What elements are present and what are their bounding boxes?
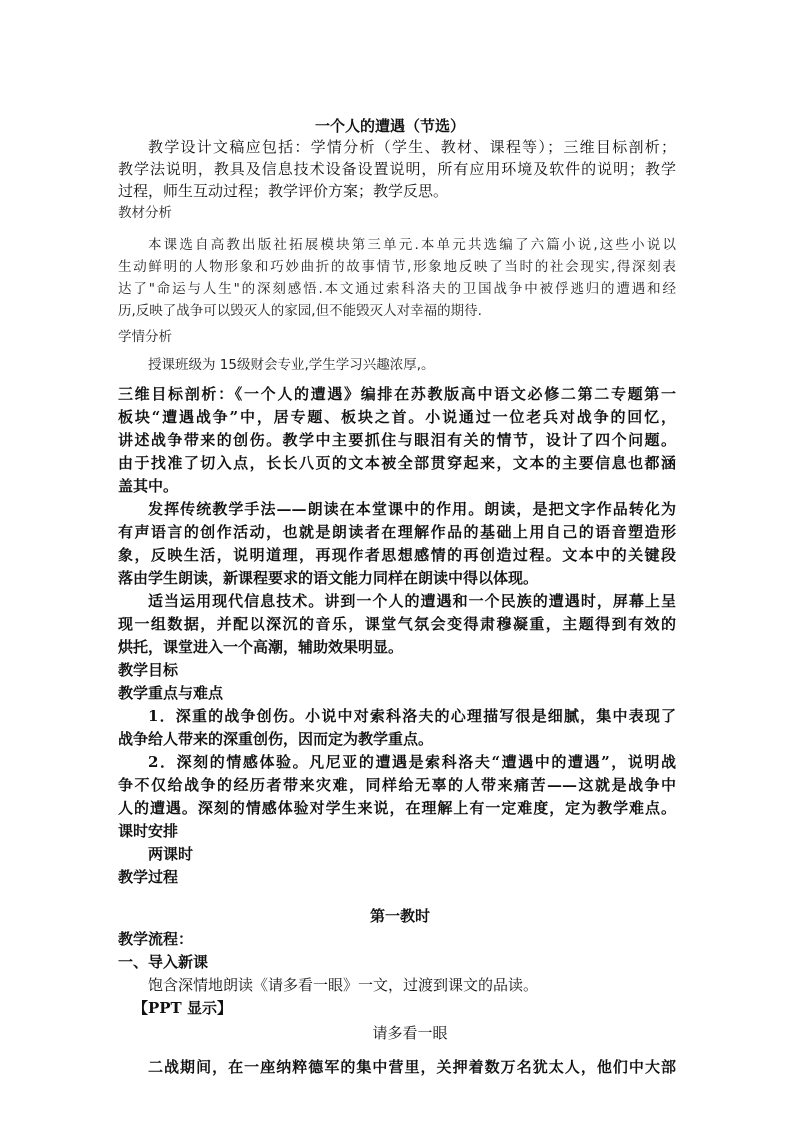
analysis-line-4: 由于找准了切入点，长长八页的文本被全部贯穿起来，文本的主要信息也都涵 bbox=[118, 454, 676, 472]
reading-line-3: 象，反映生活，说明道理，再现作者思想感情的再创造过程。文本中的关键段 bbox=[118, 546, 676, 564]
heading-keypoints: 教学重点与难点 bbox=[118, 684, 224, 702]
point2-line-3: 人的遭遇。深刻的情感体验对学生来说，在理解上有一定难度，定为教学难点。 bbox=[118, 799, 676, 817]
tech-line-1: 适当运用现代信息技术。讲到一个人的遭遇和一个民族的遭遇时，屏幕上呈 bbox=[148, 592, 676, 610]
point1-line-2: 战争给人带来的深重创伤，因而定为教学重点。 bbox=[118, 730, 434, 748]
reading-line-2: 有声语言的创作活动，也就是朗读者在理解作品的基础上用自己的语音塑造形 bbox=[118, 523, 676, 541]
heading-students: 学情分析 bbox=[118, 329, 172, 345]
materials-line-1: 本课选自高教出版社拓展模块第三单元.本单元共选编了六篇小说,这些小说以 bbox=[148, 237, 676, 253]
materials-line-4: 历,反映了战争可以毁灭人的家园,但不能毁灭人对幸福的期待. bbox=[118, 303, 482, 319]
analysis-line-5: 盖其中。 bbox=[118, 477, 179, 495]
document-title: 一个人的遭遇（节选） bbox=[314, 117, 465, 135]
intro-line-3: 过程，师生互动过程；教学评价方案；教学反思。 bbox=[118, 182, 449, 200]
flow-label: 教学流程： bbox=[118, 930, 194, 948]
materials-line-3: 达了"命运与人生"的深刻感悟.本文通过索科洛夫的卫国战争中被俘逃归的遭遇和经 bbox=[118, 281, 676, 297]
poem-first-line: 二战期间，在一座纳粹德军的集中营里，关押着数万名犹太人，他们中大部 bbox=[148, 1058, 676, 1076]
reading-line-1: 发挥传统教学手法——朗读在本堂课中的作用。朗读，是把文字作品转化为 bbox=[148, 500, 676, 518]
point1-line-1: 1．深重的战争创伤。小说中对索科洛夫的心理描写很是细腻，集中表现了 bbox=[148, 707, 676, 725]
heading-schedule: 课时安排 bbox=[118, 822, 179, 840]
tech-line-2: 现一组数据，并配以深沉的音乐，课堂气氛会变得肃穆凝重，主题得到有效的 bbox=[118, 615, 676, 633]
lesson1-title: 第一教时 bbox=[369, 907, 430, 925]
reading-line-4: 落由学生朗读，新课程要求的语文能力同样在朗读中得以体现。 bbox=[118, 569, 539, 587]
intro-line-2: 教学法说明，教具及信息技术设备设置说明，所有应用环境及软件的说明；教学 bbox=[118, 160, 676, 178]
heading-materials: 教材分析 bbox=[118, 205, 172, 221]
analysis-line-2: 板块“遭遇战争”中，居专题、板块之首。小说通过一位老兵对战争的回忆， bbox=[118, 408, 676, 426]
point2-line-2: 争不仅给战争的经历者带来灾难，同样给无辜的人带来痛苦——这就是战争中 bbox=[118, 776, 676, 794]
materials-line-2: 生动鲜明的人物形象和巧妙曲折的故事情节,形象地反映了当时的社会现实,得深刻表 bbox=[118, 259, 676, 275]
intro-line-1: 教学设计文稿应包括：学情分析（学生、教材、课程等）；三维目标剖析； bbox=[148, 138, 676, 156]
schedule-text: 两课时 bbox=[148, 845, 194, 863]
heading-process: 教学过程 bbox=[118, 868, 179, 886]
heading-goals: 教学目标 bbox=[118, 661, 179, 679]
step1-heading: 一、导入新课 bbox=[118, 953, 209, 971]
step1-text: 饱含深情地朗读《请多看一眼》一文，过渡到课文的品读。 bbox=[148, 976, 539, 994]
analysis-line-1: 三维目标剖析：《一个人的遭遇》编排在苏教版高中语文必修二第二专题第一 bbox=[118, 385, 676, 403]
students-text: 授课班级为 15级财会专业,学生学习兴趣浓厚,。 bbox=[148, 357, 435, 373]
poem-title: 请多看一眼 bbox=[372, 1024, 448, 1042]
analysis-line-3: 讲述战争带来的创伤。教学中主要抓住与眼泪有关的情节，设计了四个问题。 bbox=[118, 431, 676, 449]
point2-line-1: 2．深刻的情感体验。凡尼亚的遭遇是索科洛夫“遭遇中的遭遇”，说明战 bbox=[148, 753, 676, 771]
tech-line-3: 烘托，课堂进入一个高潮，辅助效果明显。 bbox=[118, 638, 404, 656]
ppt-label: 【PPT 显示】 bbox=[133, 999, 232, 1017]
